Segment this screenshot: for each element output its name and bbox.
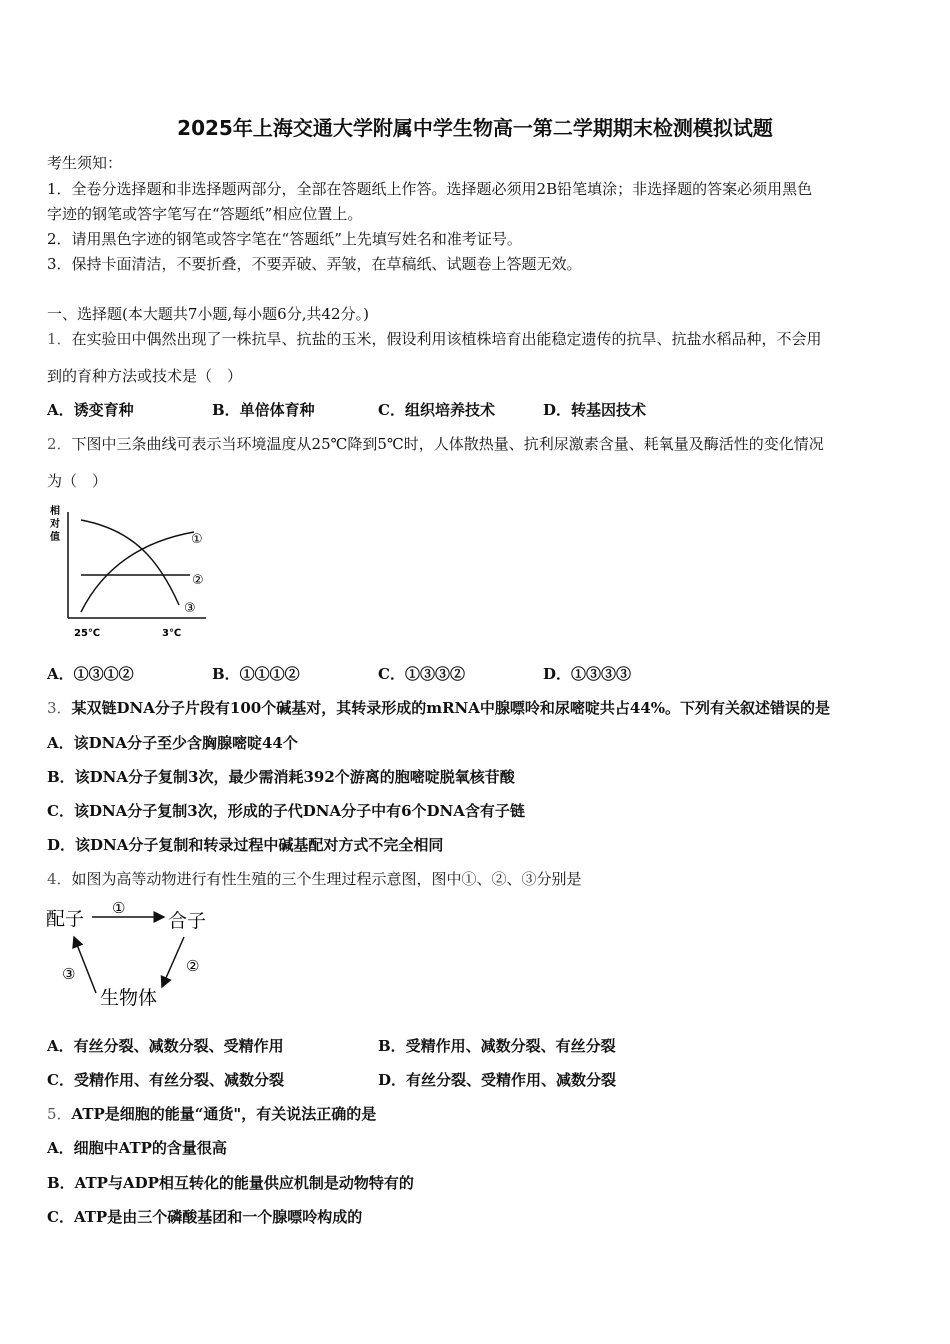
graph-curve-label-3: ③: [184, 601, 196, 616]
question-3-stem: [47, 697, 830, 718]
q5-option-a[interactable]: A．细胞中ATP的含量很高: [47, 1139, 227, 1157]
question-5-stem: [47, 1103, 376, 1124]
graph-x-start: 25℃: [74, 628, 101, 639]
q3-option-c[interactable]: C．该DNA分子复制3次，形成的子代DNA分子中有6个DNA含有子链: [47, 802, 525, 820]
q3-option-b[interactable]: B．该DNA分子复制3次，最少需消耗392个游离的胞嘧啶脱氧核苷酸: [47, 768, 515, 786]
diagram-arrow-2: [162, 937, 184, 987]
q1-option-d[interactable]: D．转基因技术: [543, 401, 647, 419]
question-4-stem: [47, 868, 582, 889]
diagram-node-zygote: 合子: [168, 910, 207, 932]
q4-option-c[interactable]: C．受精作用、有丝分裂、减数分裂: [47, 1071, 284, 1089]
q2-option-d[interactable]: D．①③③③: [543, 665, 632, 683]
q2-option-a[interactable]: A．①③①②: [47, 665, 134, 683]
graph-curve-3: [81, 520, 179, 605]
q3-option-a[interactable]: A．该DNA分子至少含胸腺嘧啶44个: [47, 734, 298, 752]
diagram-arrow-label-1: ①: [112, 899, 126, 917]
q5-option-b[interactable]: B．ATP与ADP相互转化的能量供应机制是动物特有的: [47, 1174, 414, 1192]
notice-item-1-cont: 字迹的钢笔或答字笔写在“答题纸”相应位置上。: [47, 205, 363, 223]
q4-option-a[interactable]: A．有丝分裂、减数分裂、受精作用: [47, 1037, 284, 1055]
notice-item-2: 2．请用黑色字迹的钢笔或答字笔在“答题纸”上先填写姓名和准考证号。: [47, 230, 522, 248]
question-2-stem: [47, 433, 824, 454]
graph-curve-label-2: ②: [192, 573, 204, 588]
diagram-arrow-3: [74, 937, 96, 993]
notice-item-3: 3．保持卡面清洁，不要折叠，不要弄破、弄皱，在草稿纸、试题卷上答题无效。: [47, 255, 582, 273]
question-2-line1: 下图中三条曲线可表示当环境温度从25℃降到5℃时，人体散热量、抗利尿激素含量、耗氧量及酶活性的变化情况: [71, 435, 824, 453]
question-5-text: ATP是细胞的能量“通货"，有关说法正确的是: [71, 1105, 377, 1123]
notice-item-1: 1．全卷分选择题和非选择题两部分，全部在答题纸上作答。选择题必须用2B铅笔填涂；非选择题的答案必须用黑色: [47, 180, 813, 198]
notice-heading: 考生须知：: [47, 154, 123, 172]
question-2-line2: 为（ ）: [47, 472, 108, 490]
question-4-text: 如图为高等动物进行有性生殖的三个生理过程示意图，图中①、②、③分别是: [71, 870, 582, 888]
q5-option-c[interactable]: C．ATP是由三个磷酸基团和一个腺嘌呤构成的: [47, 1208, 363, 1226]
q1-option-c[interactable]: C．组织培养技术: [378, 401, 495, 419]
q2-graph: [44, 500, 214, 645]
question-5-number: 5．: [47, 1105, 72, 1123]
page-title: 2025年上海交通大学附属中学生物高一第二学期期末检测模拟试题: [177, 116, 773, 140]
diagram-node-organism: 生物体: [100, 987, 158, 1009]
q2-option-b[interactable]: B．①①①②: [212, 665, 300, 683]
question-1-line2: 到的育种方法或技术是（ ）: [47, 367, 243, 385]
graph-ylabel-3: 值: [50, 532, 60, 543]
graph-x-end: 3℃: [162, 628, 182, 639]
question-2-number: 2．: [47, 435, 72, 453]
diagram-arrow-label-2: ②: [186, 957, 200, 975]
diagram-arrow-label-3: ③: [62, 965, 76, 983]
q1-option-b[interactable]: B．单倍体育种: [212, 401, 315, 419]
question-3-text: 某双链DNA分子片段有100个碱基对，其转录形成的mRNA中腺嘌呤和尿嘧啶共占44%。下列有关叙述错误的是: [71, 699, 831, 717]
q3-option-d[interactable]: D．该DNA分子复制和转录过程中碱基配对方式不完全相同: [47, 836, 444, 854]
question-4-number: 4．: [47, 870, 72, 888]
q4-diagram: [44, 897, 224, 1013]
q2-option-c[interactable]: C．①③③②: [378, 665, 465, 683]
question-1-line1: 在实验田中偶然出现了一株抗旱、抗盐的玉米，假设利用该植株培育出能稳定遗传的抗旱、抗盐水稻品种，不会用: [71, 330, 822, 348]
question-1-number: 1．: [47, 330, 72, 348]
section-heading: 一、选择题(本大题共7小题,每小题6分,共42分。): [47, 305, 369, 323]
q4-option-b[interactable]: B．受精作用、减数分裂、有丝分裂: [378, 1037, 616, 1055]
diagram-node-gamete: 配子: [46, 908, 85, 930]
graph-ylabel-2: 对: [50, 519, 60, 530]
question-1-stem: [47, 328, 822, 349]
q1-option-a[interactable]: A．诱变育种: [47, 401, 134, 419]
q4-option-d[interactable]: D．有丝分裂、受精作用、减数分裂: [378, 1071, 617, 1089]
graph-ylabel-1: 相: [50, 506, 60, 517]
question-3-number: 3．: [47, 699, 72, 717]
graph-curve-label-1: ①: [191, 532, 203, 547]
